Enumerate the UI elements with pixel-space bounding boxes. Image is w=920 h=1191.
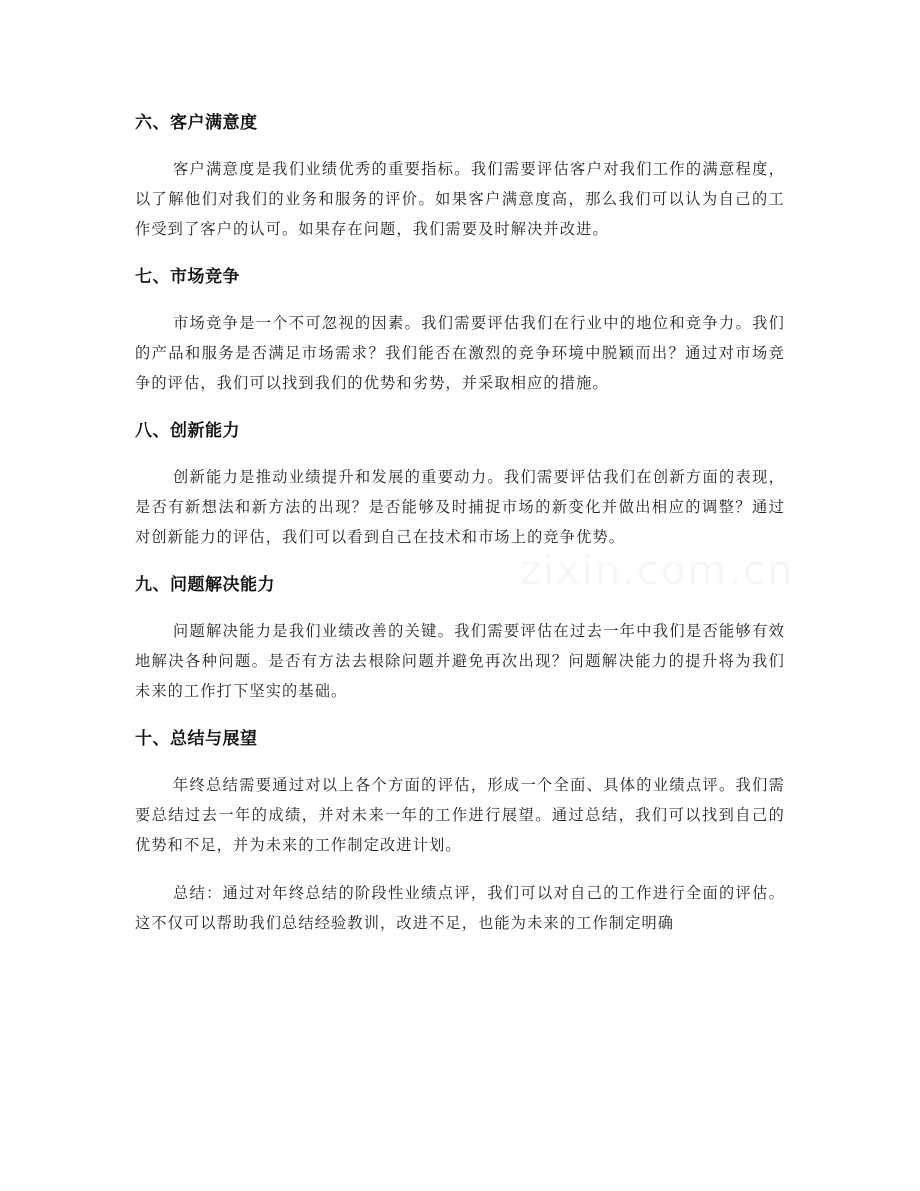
section-heading: 十、总结与展望 bbox=[135, 729, 258, 749]
section-customer-satisfaction bbox=[135, 108, 785, 244]
section-paragraph: 客户满意度是我们业绩优秀的重要指标。我们需要评估客户对我们工作的满意程度，以了解他们对我们的业务和服务的评价。如果客户满意度高，那么我们可以认为自己的工作受到了客户的认可。如果存在问题，我们需要及时解决并改进。 bbox=[135, 160, 785, 238]
section-paragraph: 市场竞争是一个不可忽视的因素。我们需要评估我们在行业中的地位和竞争力。我们的产品和服务是否满足市场需求？我们能否在激烈的竞争环境中脱颖而出？通过对市场竞争的评估，我们可以找到我们的优势和劣势，并采取相应的措施。 bbox=[135, 314, 785, 392]
section-paragraph: 年终总结需要通过对以上各个方面的评估，形成一个全面、具体的业绩点评。我们需要总结过去一年的成绩，并对未来一年的工作进行展望。通过总结，我们可以找到自己的优势和不足，并为未来的工作制定改进计划。 bbox=[135, 776, 785, 854]
section-innovation bbox=[135, 416, 785, 552]
section-heading: 六、客户满意度 bbox=[135, 113, 258, 133]
section-market-competition bbox=[135, 262, 785, 398]
section-heading: 七、市场竞争 bbox=[135, 267, 240, 287]
summary-paragraph: 总结：通过对年终总结的阶段性业绩点评，我们可以对自己的工作进行全面的评估。这不仅可以帮助我们总结经验教训，改进不足，也能为未来的工作制定明确 bbox=[135, 884, 785, 932]
section-paragraph: 创新能力是推动业绩提升和发展的重要动力。我们需要评估我们在创新方面的表现，是否有新想法和新方法的出现？是否能够及时捕捉市场的新变化并做出相应的调整？通过对创新能力的评估，我们可以看到自己在技术和市场上的竞争优势。 bbox=[135, 468, 785, 546]
section-problem-solving bbox=[135, 570, 785, 706]
section-heading: 八、创新能力 bbox=[135, 421, 240, 441]
document-body bbox=[135, 108, 785, 956]
section-heading: 九、问题解决能力 bbox=[135, 575, 275, 595]
section-summary-outlook bbox=[135, 724, 785, 860]
section-paragraph: 问题解决能力是我们业绩改善的关键。我们需要评估在过去一年中我们是否能够有效地解决各种问题。是否有方法去根除问题并避免再次出现？问题解决能力的提升将为我们未来的工作打下坚实的基础。 bbox=[135, 622, 785, 700]
